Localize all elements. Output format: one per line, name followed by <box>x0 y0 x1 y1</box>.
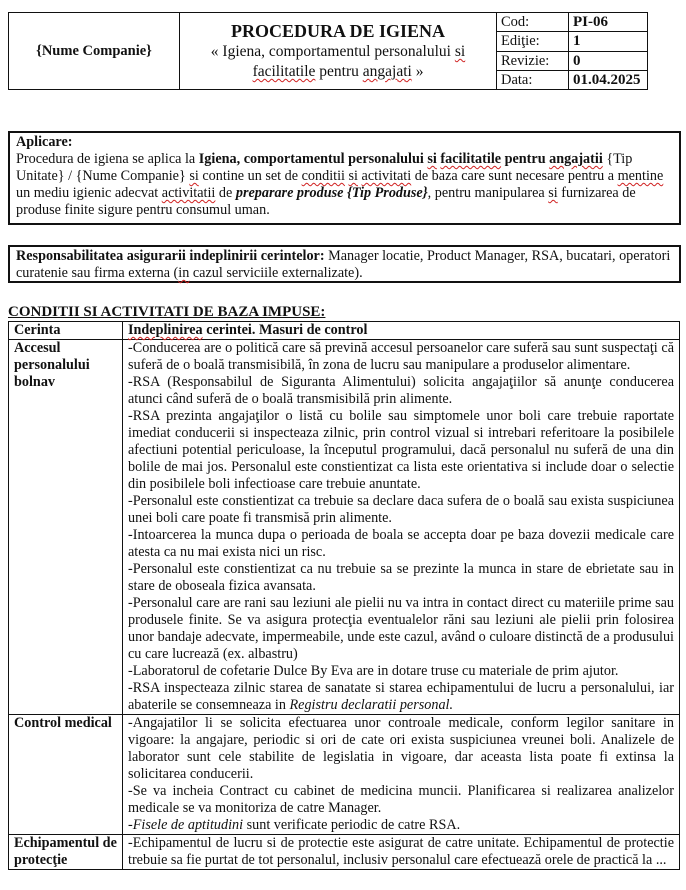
responsabilitate-heading: Responsabilitatea asigurarii indeplinirii cerintelor: <box>16 248 325 264</box>
text: -Fisele de aptitudini <box>128 817 244 833</box>
text: contine un set de <box>198 168 302 184</box>
document-meta <box>497 13 647 89</box>
text: Registru declaratii personal. <box>289 697 454 713</box>
paragraph: -Laboratorul de cofetarie Dulce By Eva are in dotare truse cu materiale de prim ajutor. <box>128 663 619 679</box>
text: {Tip Unitate} / {Nume Companie} <box>16 151 633 184</box>
aplicare-box <box>8 131 681 225</box>
paragraph: -RSA prezinta angajaţilor o listă cu bolile sau simptomele unor boli care trebuie raportate imediat conducerii si inspecteaza zilnic, prin control vizual si intrebari referitoare la posibilele afectiuni potential periculoase, la începutul programului, dacă personalul nu suferă de una din bolile de mai jos. Personalul este constientizat ca lista este orientativa si include doar o selectie din posibilele boli infectioase care trebuie anuntate. <box>128 408 674 492</box>
measures-cell <box>123 835 680 870</box>
meta-row-revizie <box>497 52 647 71</box>
text: facilitatile <box>440 151 502 167</box>
text: pentru <box>501 151 550 167</box>
paragraph: -RSA (Responsabilul de Siguranta Alimentului) solicita angajaţiilor să anunţe conducerea atunci când suferă de o boală transmisibilă prin alimente. <box>128 374 674 407</box>
text: furnizarea de produse finite sigure pentru consumul uman. <box>16 185 636 218</box>
responsabilitate-box <box>8 245 681 283</box>
aplicare-text <box>16 151 673 219</box>
paragraph: -Echipamentul de lucru si de protectie este asigurat de catre unitate. Echipamentul de protectie trebuie sa fie purtat de tot personalul, inclusiv personalul care efectuează orele de practică la ... <box>128 835 674 868</box>
text: un mediu igienic adecvat <box>16 185 162 201</box>
text: activitati <box>361 168 412 184</box>
table-row <box>9 835 680 870</box>
document-title-cell <box>180 13 497 89</box>
subtitle-text: facilitatile <box>252 63 316 80</box>
column-header-cerinta: Cerinta <box>9 322 123 340</box>
text: in <box>178 265 190 281</box>
text: si <box>348 168 358 184</box>
meta-label: Data: <box>497 71 569 89</box>
table-row <box>9 715 680 835</box>
meta-label: Revizie: <box>497 52 569 70</box>
aplicare-heading: Aplicare: <box>16 134 73 150</box>
column-header-indeplinire <box>123 322 680 340</box>
requirement-cell: Echipamentul de protecţie <box>9 835 123 870</box>
table-header-row <box>9 322 680 340</box>
measures-cell <box>123 340 680 715</box>
section-title: CONDITII SI ACTIVITATI DE BAZA IMPUSE: <box>8 304 326 320</box>
subtitle-text: angajati <box>362 63 412 80</box>
company-name: {Nume Companie} <box>9 13 180 89</box>
paragraph: -Angajatilor li se solicita efectuarea unor controale medicale, conform legilor sanitare in vigoare: la angajare, periodic si ori de cate ori exista suspiciunea vreunei boli. Analizele de laborator sunt cele stabilite de legislatia in vigoare, dar aceasta lista poate fi extinsa la solicitarea conducerii. <box>128 715 674 782</box>
paragraph: -Intoarcerea la munca dupa o perioada de boala se accepta doar pe baza dovezii medicale care atesta ca nu mai exista nici un risc. <box>128 527 674 560</box>
text: -RSA inspecteaza zilnic starea de sanatate si starea echipamentului de lucru a personalului, iar abaterile se consemneaza in <box>128 680 674 713</box>
conditions-table <box>8 321 680 870</box>
paragraph: -Personalul care are rani sau leziuni ale pielii nu va intra in contact direct cu materiile prime sau produsele finite. Se va asigura protecţia eventualelor răni sau leziuni ale pielii prin folosirea unor bandaje adecvate, impermeabile, unde este cazul, având o culoare distinctă de a produsului cu care lucrează (ex. albastru) <box>128 595 674 662</box>
text: mentine <box>617 168 664 184</box>
procedure-title: PROCEDURA DE IGIENA <box>230 21 446 41</box>
text: cerintei. Masuri de control <box>202 322 368 338</box>
meta-row-data <box>497 71 647 89</box>
procedure-subtitle <box>211 42 465 82</box>
text: preparare produse {Tip Produse} <box>235 185 428 201</box>
meta-value: 1 <box>573 33 581 50</box>
paragraph: -Conducerea are o politică care să prevină accesul persoanelor care suferă sau sunt suspectaţi că suferă de o boală transmisibilă, în zona de lucru sau manipulare a produselor alimentare. <box>128 340 674 373</box>
meta-label: Cod: <box>497 13 569 31</box>
text: Manager locatie, Product Manager, RSA, bucatari, operatori curatenie sau firma externa ( <box>16 248 671 281</box>
meta-value: 0 <box>573 52 581 69</box>
text: si <box>189 168 199 184</box>
requirement-cell: Control medical <box>9 715 123 835</box>
subtitle-text: pentru <box>315 63 363 80</box>
text: Procedura de igiena se aplica la <box>16 151 199 167</box>
text: Igiena, comportamentul personalului <box>198 151 428 167</box>
document-header-table <box>8 12 648 90</box>
text: conditii <box>301 168 345 184</box>
text: sunt verificate periodic de catre RSA. <box>243 817 461 833</box>
text: si <box>427 151 437 167</box>
text: si <box>548 185 558 201</box>
paragraph: -Se va incheia Contract cu cabinet de medicina muncii. Planificarea si realizarea analizelor medicale se va monitoriza de catre Manager. <box>128 783 674 816</box>
requirement-cell: Accesul personalului bolnav <box>9 340 123 715</box>
text: de baza care sunt necesare pentru a <box>411 168 618 184</box>
subtitle-text: » <box>411 63 424 80</box>
text: angajatii <box>549 151 603 167</box>
paragraph <box>128 817 674 834</box>
subtitle-text: « Igiena, comportamentul personalului <box>210 43 455 60</box>
meta-value: 01.04.2025 <box>573 71 641 88</box>
text: Indeplinirea <box>128 322 203 338</box>
text: , pentru manipularea <box>427 185 549 201</box>
paragraph: -Personalul este constientizat ca trebuie sa declare daca sufera de o boală sau exista suspiciunea unei boli care poate fi transmisă prin alimente. <box>128 493 674 526</box>
text: de <box>215 185 236 201</box>
paragraph <box>128 680 674 714</box>
meta-row-editie <box>497 32 647 51</box>
text: cazul serviciile externalizate). <box>189 265 363 281</box>
measures-cell <box>123 715 680 835</box>
text: activitatii <box>161 185 216 201</box>
paragraph: -Personalul este constientizat ca nu trebuie sa se prezinte la munca in stare de ebrietate sau in stare de oboseala fizica avansata. <box>128 561 674 594</box>
meta-label: Ediţie: <box>497 32 569 50</box>
meta-row-cod <box>497 13 647 32</box>
meta-value: PI-06 <box>573 14 608 30</box>
subtitle-text: si <box>454 43 466 60</box>
table-row <box>9 340 680 715</box>
